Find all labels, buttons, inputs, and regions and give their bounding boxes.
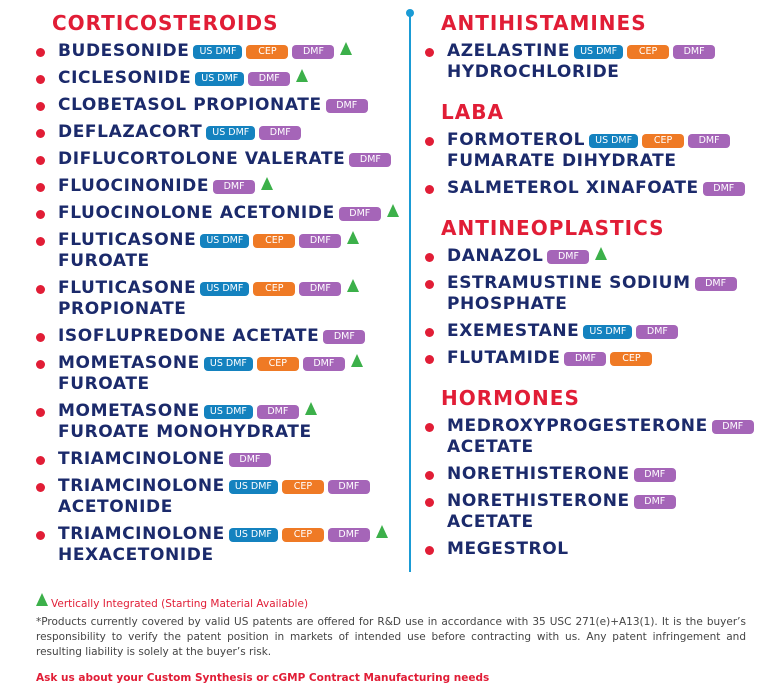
- red-dot-bullet-icon: [36, 360, 45, 369]
- section-heading-laba: LABA: [441, 100, 504, 124]
- red-dot-bullet-icon: [36, 210, 45, 219]
- corticosteroids-list: [36, 41, 406, 566]
- product-name: CICLESONIDE: [58, 68, 192, 88]
- red-dot-bullet-icon: [425, 48, 434, 57]
- cep-badge: CEP: [282, 480, 324, 494]
- green-triangle-icon: [347, 231, 359, 244]
- product-name: SALMETEROL XINAFOATE: [447, 178, 699, 198]
- red-dot-bullet-icon: [36, 75, 45, 84]
- product-name-line2: ACETATE: [447, 512, 534, 532]
- product-name: TRIAMCINOLONE: [58, 449, 225, 469]
- right-column: [425, 10, 775, 566]
- dmf-badge: DMF: [712, 420, 754, 434]
- product-item: [425, 130, 775, 172]
- product-name: ESTRAMUSTINE SODIUM: [447, 273, 691, 293]
- red-dot-bullet-icon: [36, 129, 45, 138]
- dmf-badge: DMF: [673, 45, 715, 59]
- cep-badge: CEP: [257, 357, 299, 371]
- dmf-badge: DMF: [695, 277, 737, 291]
- red-dot-bullet-icon: [425, 280, 434, 289]
- red-dot-bullet-icon: [425, 498, 434, 507]
- dmf-badge: DMF: [303, 357, 345, 371]
- dmf-badge: DMF: [326, 99, 368, 113]
- dmf-badge: DMF: [636, 325, 678, 339]
- product-item: [36, 449, 406, 470]
- product-name: AZELASTINE: [447, 41, 571, 61]
- product-name-line2: PHOSPHATE: [447, 294, 568, 314]
- dmf-badge: DMF: [328, 528, 370, 542]
- product-name: FORMOTEROL: [447, 130, 586, 150]
- green-triangle-icon: [595, 247, 607, 260]
- red-dot-bullet-icon: [425, 546, 434, 555]
- red-dot-bullet-icon: [36, 531, 45, 540]
- red-dot-bullet-icon: [425, 328, 434, 337]
- product-name: DANAZOL: [447, 246, 544, 266]
- us-dmf-badge: US DMF: [589, 134, 638, 148]
- green-triangle-icon: [376, 525, 388, 538]
- us-dmf-badge: US DMF: [206, 126, 255, 140]
- us-dmf-badge: US DMF: [204, 405, 253, 419]
- product-name: FLUTAMIDE: [447, 348, 561, 368]
- green-triangle-icon: [351, 354, 363, 367]
- section-heading-hormones: HORMONES: [441, 386, 580, 410]
- product-item: [425, 273, 775, 315]
- product-item: [36, 176, 406, 197]
- product-item: [425, 539, 775, 560]
- product-name-line2: FUROATE MONOHYDRATE: [58, 422, 312, 442]
- product-item: [425, 178, 775, 199]
- product-item: [425, 246, 775, 267]
- product-item: [36, 122, 406, 143]
- divider-dot-icon: [406, 9, 414, 17]
- dmf-badge: DMF: [323, 330, 365, 344]
- green-triangle-icon: [347, 279, 359, 292]
- red-dot-bullet-icon: [36, 408, 45, 417]
- cep-badge: CEP: [627, 45, 669, 59]
- green-triangle-icon: [387, 204, 399, 217]
- us-dmf-badge: US DMF: [583, 325, 632, 339]
- green-triangle-icon: [36, 593, 48, 606]
- dmf-badge: DMF: [213, 180, 255, 194]
- patent-note: *Products currently covered by valid US patents are offered for R&D use in accordance with 35 USC 271(e)+A13(1). It is the buyer’s responsibility to verify the patent position in markets of intended use before contracting with us. Any patent infringement and resulting liability is solely at the buyer’s risk.: [36, 616, 746, 658]
- red-dot-bullet-icon: [425, 471, 434, 480]
- product-item: [36, 524, 406, 566]
- legend-text: Vertically Integrated (Starting Material Available): [51, 598, 309, 610]
- product-name: TRIAMCINOLONE: [58, 524, 225, 544]
- red-dot-bullet-icon: [36, 48, 45, 57]
- product-name-line2: FUROATE: [58, 251, 150, 271]
- red-dot-bullet-icon: [425, 355, 434, 364]
- dmf-badge: DMF: [339, 207, 381, 221]
- product-item: [425, 321, 775, 342]
- product-item: [36, 203, 406, 224]
- red-dot-bullet-icon: [425, 137, 434, 146]
- product-item: [425, 464, 775, 485]
- dmf-badge: DMF: [634, 468, 676, 482]
- product-name: FLUTICASONE: [58, 278, 197, 298]
- product-item: [425, 348, 775, 369]
- red-dot-bullet-icon: [36, 102, 45, 111]
- product-item: [36, 278, 406, 320]
- us-dmf-badge: US DMF: [574, 45, 623, 59]
- red-dot-bullet-icon: [36, 285, 45, 294]
- product-name: MEGESTROL: [447, 539, 569, 559]
- red-dot-bullet-icon: [36, 456, 45, 465]
- red-dot-bullet-icon: [425, 423, 434, 432]
- us-dmf-badge: US DMF: [195, 72, 244, 86]
- dmf-badge: DMF: [259, 126, 301, 140]
- product-name: MOMETASONE: [58, 401, 200, 421]
- custom-synthesis-cta: Ask us about your Custom Synthesis or cGMP Contract Manufacturing needs: [36, 672, 490, 684]
- dmf-badge: DMF: [547, 250, 589, 264]
- us-dmf-badge: US DMF: [229, 480, 278, 494]
- product-name: DIFLUCORTOLONE VALERATE: [58, 149, 346, 169]
- product-name: BUDESONIDE: [58, 41, 190, 61]
- dmf-badge: DMF: [349, 153, 391, 167]
- product-name: MOMETASONE: [58, 353, 200, 373]
- green-triangle-icon: [340, 42, 352, 55]
- product-name: MEDROXYPROGESTERONE: [447, 416, 708, 436]
- red-dot-bullet-icon: [425, 253, 434, 262]
- product-name-line2: ACETONIDE: [58, 497, 173, 517]
- column-divider: [409, 14, 411, 572]
- red-dot-bullet-icon: [425, 185, 434, 194]
- product-name-line2: HYDROCHLORIDE: [447, 62, 620, 82]
- section-heading-corticosteroids: CORTICOSTEROIDS: [52, 11, 279, 35]
- product-item: [36, 326, 406, 347]
- cep-badge: CEP: [642, 134, 684, 148]
- product-item: [36, 401, 406, 443]
- dmf-badge: DMF: [328, 480, 370, 494]
- dmf-badge: DMF: [299, 234, 341, 248]
- product-name: FLUTICASONE: [58, 230, 197, 250]
- red-dot-bullet-icon: [36, 156, 45, 165]
- red-dot-bullet-icon: [36, 183, 45, 192]
- dmf-badge: DMF: [257, 405, 299, 419]
- cep-badge: CEP: [246, 45, 288, 59]
- product-name: FLUOCINOLONE ACETONIDE: [58, 203, 335, 223]
- green-triangle-icon: [296, 69, 308, 82]
- cep-badge: CEP: [253, 234, 295, 248]
- section-heading-antineoplastics: ANTINEOPLASTICS: [441, 216, 665, 240]
- dmf-badge: DMF: [634, 495, 676, 509]
- red-dot-bullet-icon: [36, 333, 45, 342]
- product-item: [36, 68, 406, 89]
- product-item: [36, 149, 406, 170]
- legend: [36, 593, 746, 610]
- us-dmf-badge: US DMF: [229, 528, 278, 542]
- product-item: [36, 41, 406, 62]
- product-item: [425, 41, 775, 83]
- section-heading-antihistamines: ANTIHISTAMINES: [441, 11, 647, 35]
- us-dmf-badge: US DMF: [200, 282, 249, 296]
- product-name-line2: ACETATE: [447, 437, 534, 457]
- red-dot-bullet-icon: [36, 237, 45, 246]
- product-item: [36, 230, 406, 272]
- cep-badge: CEP: [610, 352, 652, 366]
- product-name-line2: FUMARATE DIHYDRATE: [447, 151, 677, 171]
- product-name-line2: HEXACETONIDE: [58, 545, 214, 565]
- cep-badge: CEP: [282, 528, 324, 542]
- red-dot-bullet-icon: [36, 483, 45, 492]
- product-name: FLUOCINONIDE: [58, 176, 210, 196]
- dmf-badge: DMF: [703, 182, 745, 196]
- product-name-line2: FUROATE: [58, 374, 150, 394]
- product-item: [36, 476, 406, 518]
- green-triangle-icon: [305, 402, 317, 415]
- cep-badge: CEP: [253, 282, 295, 296]
- dmf-badge: DMF: [248, 72, 290, 86]
- us-dmf-badge: US DMF: [193, 45, 242, 59]
- product-item: [36, 95, 406, 116]
- left-column: [36, 10, 406, 572]
- product-name: DEFLAZACORT: [58, 122, 203, 142]
- product-name: EXEMESTANE: [447, 321, 580, 341]
- product-name: ISOFLUPREDONE ACETATE: [58, 326, 320, 346]
- product-name: NORETHISTERONE: [447, 464, 630, 484]
- dmf-badge: DMF: [299, 282, 341, 296]
- product-name: NORETHISTERONE: [447, 491, 630, 511]
- dmf-badge: DMF: [564, 352, 606, 366]
- product-name: TRIAMCINOLONE: [58, 476, 225, 496]
- us-dmf-badge: US DMF: [204, 357, 253, 371]
- product-item: [425, 491, 775, 533]
- dmf-badge: DMF: [229, 453, 271, 467]
- product-name-line2: PROPIONATE: [58, 299, 187, 319]
- dmf-badge: DMF: [292, 45, 334, 59]
- product-name: CLOBETASOL PROPIONATE: [58, 95, 322, 115]
- product-item: [36, 353, 406, 395]
- us-dmf-badge: US DMF: [200, 234, 249, 248]
- green-triangle-icon: [261, 177, 273, 190]
- dmf-badge: DMF: [688, 134, 730, 148]
- product-item: [425, 416, 775, 458]
